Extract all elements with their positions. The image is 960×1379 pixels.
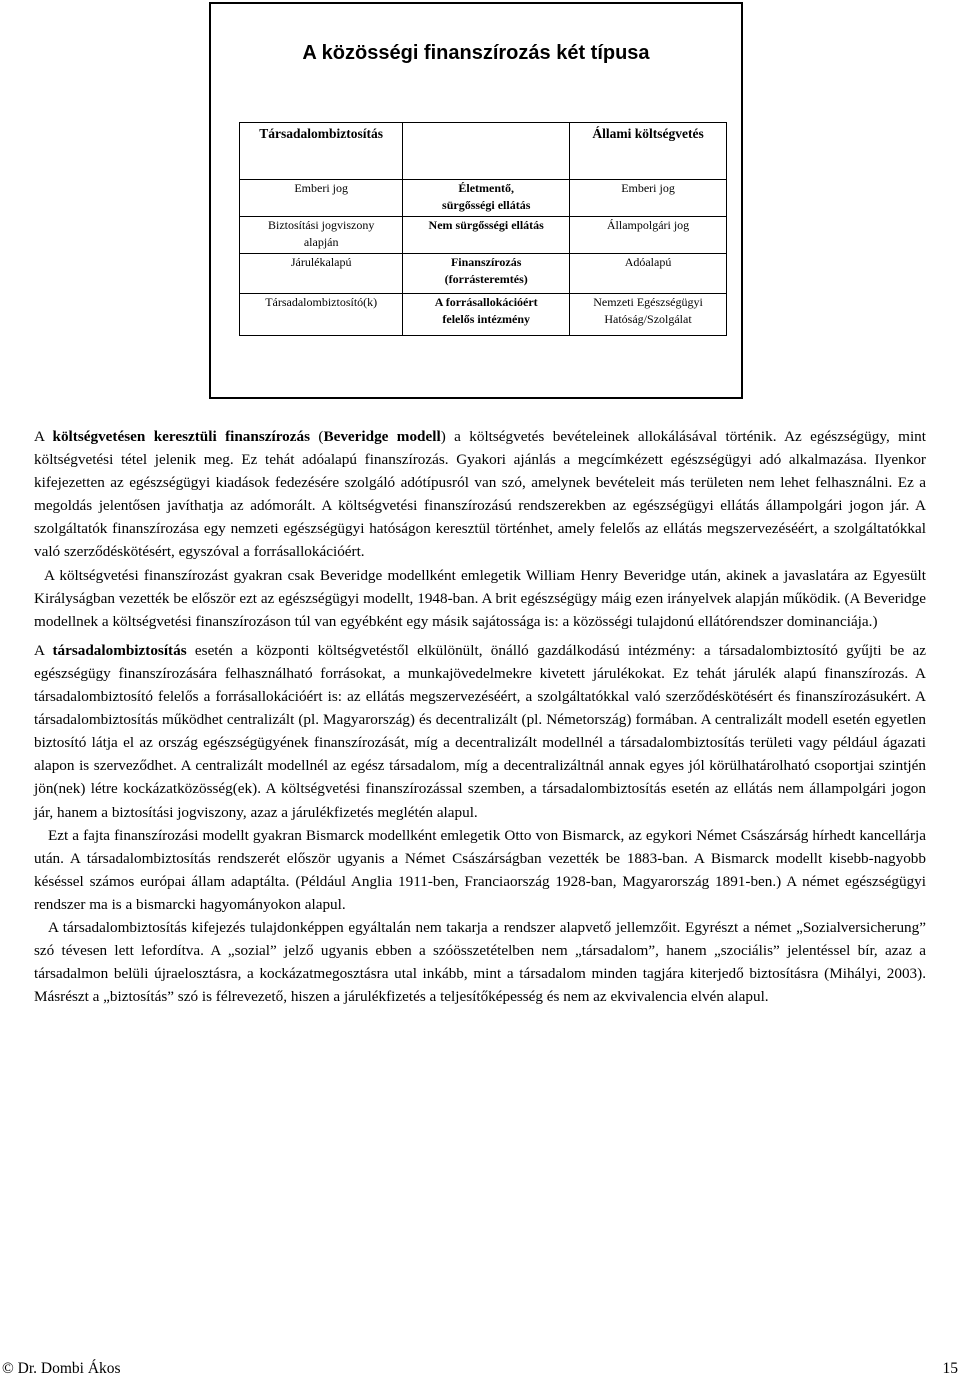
table-row xyxy=(240,254,727,294)
table-cell-left: Társadalombiztosító(k) xyxy=(240,294,403,336)
paragraph-beveridge-history: A költségvetési finanszírozást gyakran csak Beveridge modellként emlegetik William Henry Beveridge után, akinek a javaslatára az Egyesült Királyságban vezették be először ezt az egészségügyi modellt, 1948-ban. A brit egészségügy máig ezen irányelvek alapján működik. (A Beveridge modellnek a költségvetési finanszírozáson túl van egyébként egy másik sajátossága is: a közösségi tulajdonú ellátórendszer dominanciája.) xyxy=(34,566,926,630)
paragraph-social-insurance: A társadalombiztosítás esetén a központi költségvetéstől elkülönült, önálló gazdálkodású intézmény: a társadalombiztosító gyűjti be az egészségügy finanszírozására felhasználható forrásokat, a munkajövedelmekre kivetett járulékokat. Ez tehát járulék alapú finanszírozás. A társadalombiztosító felelős a forrásallokációért is: az ellátás megszervezéséért, a szolgáltatókkal való szerződéskötésért és finanszírozásukért. A társadalombiztosítás működhet centralizált (pl. Magyarország) és decentralizált (pl. Németország) formában. A centralizált modell esetén egyetlen biztosító látja el az ország egészségügyének finanszírozását, míg a decentralizált modellnél a társadalombiztosítás területi vagy például ágazati alapon is szerveződhet. A centralizált modellnél az egész társadalom, míg a decentralizáltnál annak egyes jól körülhatárolható csoportjai szintjén jön(nek) létre kockázatközösség(ek). A költségvetési finanszírozással szemben, a társadalombiztosítás esetén az ellátás nem állampolgári jogon jár, hanem a biztosítási jogviszony, azaz a járulékfizetés meglétén alapul. xyxy=(34,641,926,821)
table-cell-middle: Nem sürgősségi ellátás xyxy=(403,217,570,254)
table-row xyxy=(240,180,727,217)
body-text xyxy=(34,425,926,1008)
header-middle xyxy=(403,123,570,180)
bold-term: társadalombiztosítás xyxy=(52,641,187,659)
paragraph-terminology: A társadalombiztosítás kifejezés tulajdonképpen egyáltalán nem takarja a rendszer alapvető jellemzőit. Egyrészt a német „Sozialversicherung” szó tévesen lett lefordítva. A „sozial” jelző ugyanis ebben a szóösszetételben nem „társadalom”, hanem „szociális” jelentéssel bír, azaz a társadalmon belüli újraelosztásra, a kockázatmegosztásra utal inkább, mint a társadalom minden tagjára kiterjedő biztosításra (Mihályi, 2003). Másrészt a „biztosítás” szó is félrevezető, hiszen a járulékfizetés a teljesítőképesség és nem az ekvivalencia elvén alapul. xyxy=(34,918,926,1006)
table-cell-middle: A forrásallokációért felelős intézmény xyxy=(403,294,570,336)
table-cell-middle: Életmentő, sürgősségi ellátás xyxy=(403,180,570,217)
table-cell-right: Emberi jog xyxy=(570,180,727,217)
page-number: 15 xyxy=(942,1360,958,1377)
header-state-budget: Állami költségvetés xyxy=(570,123,727,180)
table-header-row xyxy=(240,123,727,180)
bold-term: költségvetésen keresztüli finanszírozás xyxy=(52,428,311,445)
footer-author: © Dr. Dombi Ákos xyxy=(2,1360,121,1377)
paragraph-beveridge: A költségvetésen keresztüli finanszírozás (Beveridge modell) a költségvetés bevételeinek allokálásával történik. Az egészségügy, mint költségvetési tétel jelenik meg. Ez tehát adóalapú finanszírozás. Gyakori ajánlás a megcímkézett egészségügyi adó alkalmazása. Ilyenkor kifejezetten az egészségügyi kiadások fedezésére szolgáló adótípusról van szó, amelynek bevételeit más területen nem lehet felhasználni. Ez a megoldás jelentősen javíthatja az adómorált. A költségvetési finanszírozású rendszerekben az egészségügyi ellátás állampolgári jogon jár. A szolgáltatók finanszírozása egy nemzeti egészségügyi hatóságon keresztül történhet, amely felelős az ellátás megszervezéséért, a szolgáltatókkal való szerződéskötésért, egyszóval a forrásallokációért. xyxy=(34,428,926,561)
slide-title: A közösségi finanszírozás két típusa xyxy=(302,42,650,64)
table-cell-left: Járulékalapú xyxy=(240,254,403,294)
header-social-insurance: Társadalombiztosítás xyxy=(240,123,403,180)
table-cell-middle: Finanszírozás (forrásteremtés) xyxy=(403,254,570,294)
bold-term: Beveridge modell xyxy=(323,428,441,445)
table-cell-left: Biztosítási jogviszony alapján xyxy=(240,217,403,254)
table-row xyxy=(240,217,727,254)
paragraph-bismarck: Ezt a fajta finanszírozási modellt gyakran Bismarck modellként emlegetik Otto von Bismarck, az egykori Német Császárság hírhedt kancellárja után. A társadalombiztosítás rendszerét először ugyanis a Német Császárságban vezették be 1883-ban. A Bismarck modellt kisebb-nagyobb késéssel számos európai állam adaptálta. (Például Anglia 1911-ben, Franciaország 1928-ban, Magyarország 1891-ben.) A német egészségügyi rendszer ma is a bismarcki hagyományokon alapul. xyxy=(34,826,926,913)
table-cell-right: Nemzeti Egészségügyi Hatóság/Szolgálat xyxy=(570,294,727,336)
slide-figure xyxy=(209,2,743,399)
table-row xyxy=(240,294,727,336)
comparison-table xyxy=(239,122,727,336)
table-cell-right: Adóalapú xyxy=(570,254,727,294)
table-cell-left: Emberi jog xyxy=(240,180,403,217)
table-cell-right: Állampolgári jog xyxy=(570,217,727,254)
